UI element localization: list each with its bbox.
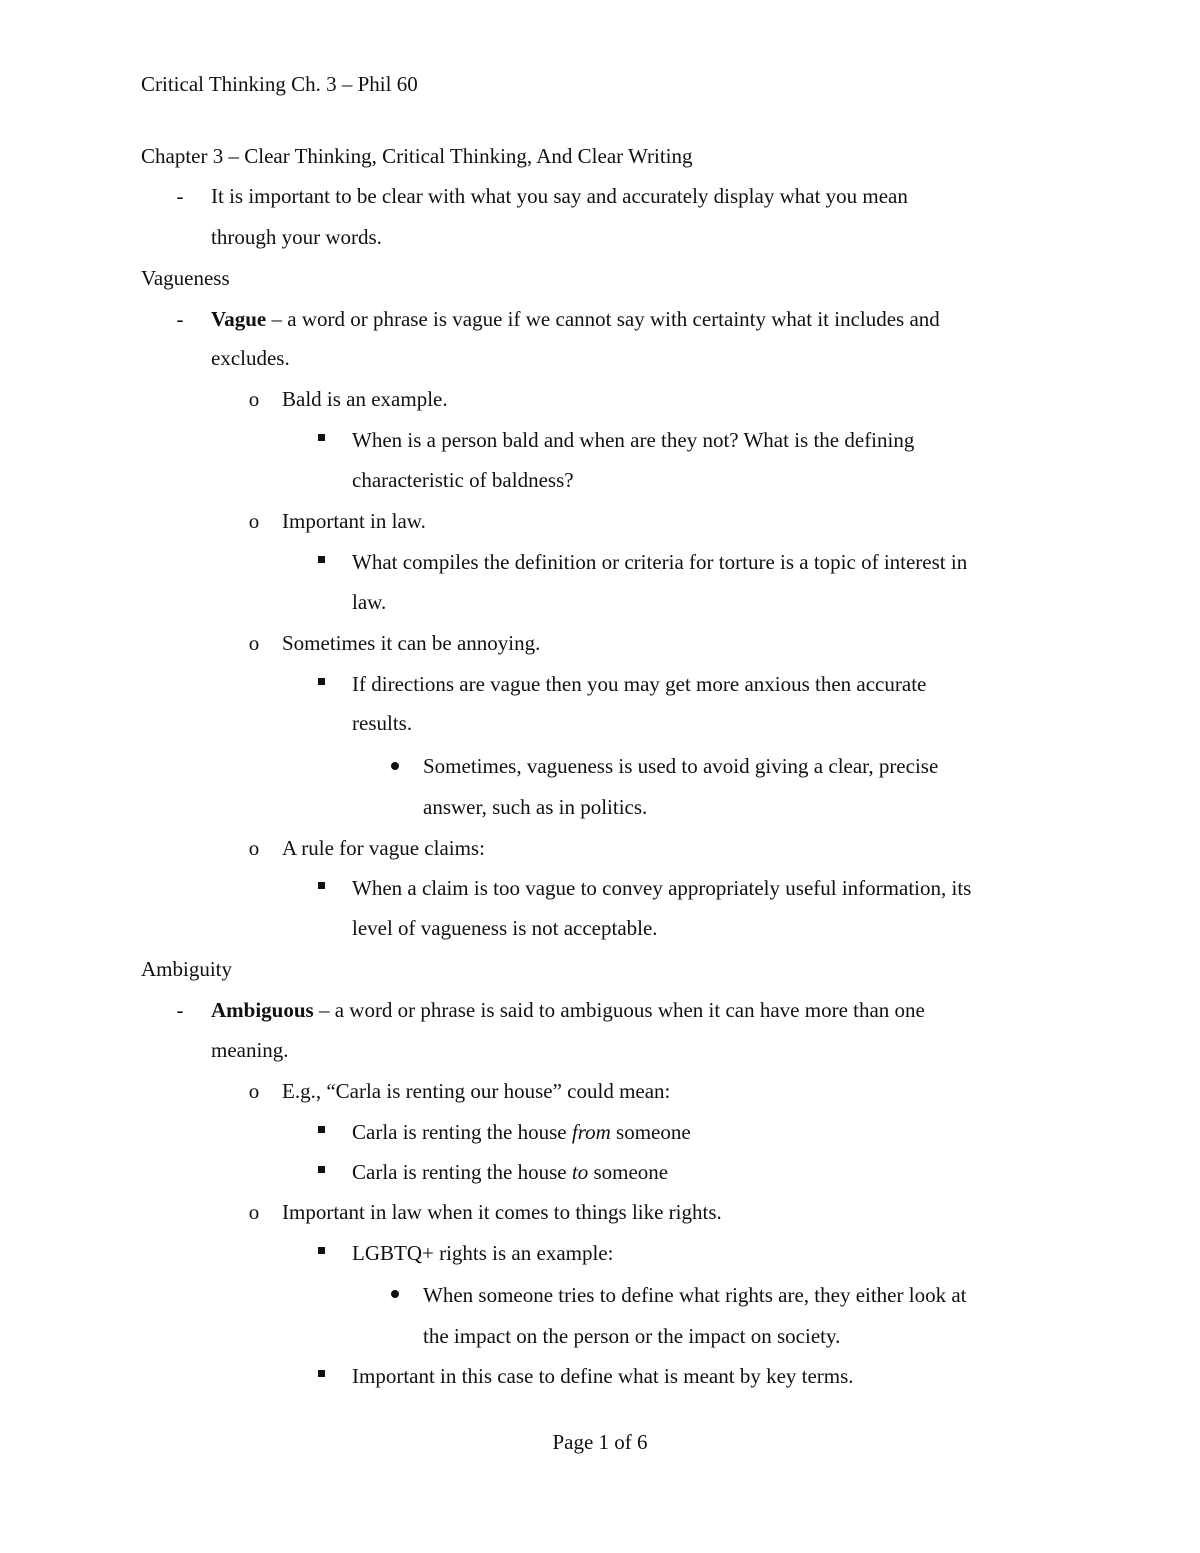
square-bullet <box>318 1247 325 1254</box>
law-point: Important in law. <box>282 509 426 533</box>
directions-line2: results. <box>352 711 413 735</box>
round-bullet <box>391 762 399 770</box>
directions-line1: If directions are vague then you may get more anxious then accurate <box>352 672 927 696</box>
term-ambiguous: Ambiguous <box>211 998 314 1022</box>
square-bullet <box>318 882 325 889</box>
intro-text-line1: It is important to be clear with what you say and accurately display what you mean <box>211 184 908 208</box>
circle-bullet: o <box>248 631 260 655</box>
round-bullet <box>391 1290 399 1298</box>
bald-example: Bald is an example. <box>282 387 448 411</box>
vague-definition-line2: excludes. <box>211 346 290 370</box>
rule-point: A rule for vague claims: <box>282 836 485 860</box>
rule-line1: When a claim is too vague to convey appropriately useful information, its <box>352 876 972 900</box>
politics-line2: answer, such as in politics. <box>423 795 648 819</box>
define-rights-line1: When someone tries to define what rights are, they either look at <box>423 1283 967 1307</box>
page-number: Page 1 of 6 <box>552 1430 648 1454</box>
dash-bullet: - <box>176 998 184 1022</box>
circle-bullet: o <box>248 387 260 411</box>
square-bullet <box>318 556 325 563</box>
vague-definition-line1: Vague – a word or phrase is vague if we cannot say with certainty what it includes and <box>211 307 940 331</box>
section-heading-vagueness: Vagueness <box>141 266 230 290</box>
carla-meaning-to: Carla is renting the house to someone <box>352 1160 669 1184</box>
define-rights-line2: the impact on the person or the impact on society. <box>423 1324 841 1348</box>
lgbtq-example: LGBTQ+ rights is an example: <box>352 1241 614 1265</box>
dash-bullet: - <box>176 307 184 331</box>
square-bullet <box>318 1166 325 1173</box>
annoying-point: Sometimes it can be annoying. <box>282 631 541 655</box>
page-header: Critical Thinking Ch. 3 – Phil 60 <box>141 72 418 96</box>
square-bullet <box>318 1370 325 1377</box>
dash-bullet: - <box>176 184 184 208</box>
rule-line2: level of vagueness is not acceptable. <box>352 916 658 940</box>
torture-line1: What compiles the definition or criteria for torture is a topic of interest in <box>352 550 968 574</box>
carla-meaning-from: Carla is renting the house from someone <box>352 1120 691 1144</box>
circle-bullet: o <box>248 836 260 860</box>
circle-bullet: o <box>248 509 260 533</box>
politics-line1: Sometimes, vagueness is used to avoid giving a clear, precise <box>423 754 939 778</box>
square-bullet <box>318 434 325 441</box>
ambiguous-definition-line1: Ambiguous – a word or phrase is said to ambiguous when it can have more than one <box>211 998 925 1022</box>
square-bullet <box>318 678 325 685</box>
bald-question-line2: characteristic of baldness? <box>352 468 574 492</box>
torture-line2: law. <box>352 590 387 614</box>
key-terms-point: Important in this case to define what is meant by key terms. <box>352 1364 854 1388</box>
circle-bullet: o <box>248 1200 260 1224</box>
rights-point: Important in law when it comes to things like rights. <box>282 1200 722 1224</box>
square-bullet <box>318 1126 325 1133</box>
term-vague: Vague <box>211 307 267 331</box>
section-heading-ambiguity: Ambiguity <box>141 957 233 981</box>
circle-bullet: o <box>248 1079 260 1103</box>
intro-text-line2: through your words. <box>211 225 382 249</box>
bald-question-line1: When is a person bald and when are they not? What is the defining <box>352 428 915 452</box>
chapter-title: Chapter 3 – Clear Thinking, Critical Thinking, And Clear Writing <box>141 144 693 168</box>
carla-example: E.g., “Carla is renting our house” could mean: <box>282 1079 671 1103</box>
ambiguous-definition-line2: meaning. <box>211 1038 289 1062</box>
